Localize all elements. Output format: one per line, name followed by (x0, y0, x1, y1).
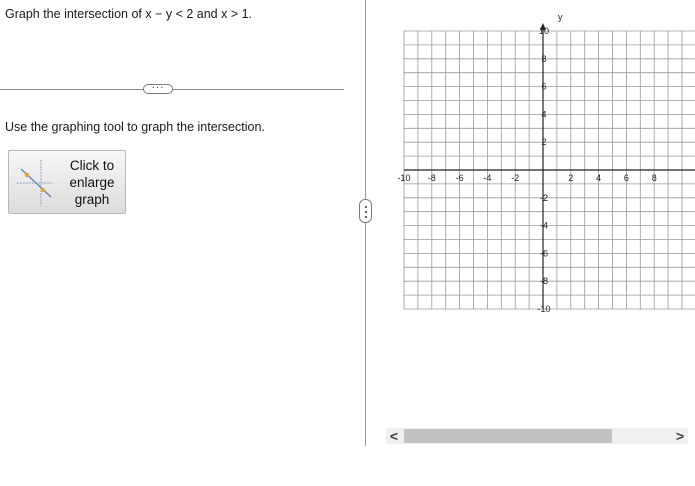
y-tick-label: -4 (539, 220, 549, 231)
pane-divider (365, 0, 366, 446)
x-tick-label: -10 (397, 173, 411, 183)
x-tick-label: 8 (651, 173, 657, 183)
graph-line-icon (15, 157, 55, 209)
y-tick-label: -8 (539, 276, 549, 287)
x-tick-label: 4 (596, 173, 602, 183)
y-tick-label: -2 (539, 192, 549, 203)
enlarge-label-line3: graph (74, 192, 110, 207)
split-handle[interactable] (359, 199, 372, 223)
more-options-button[interactable]: ··· (143, 84, 173, 94)
y-tick-label: 10 (538, 26, 550, 36)
enlarge-label-line2: enlarge (69, 175, 115, 190)
x-tick-label: -8 (427, 173, 436, 183)
x-tick-label: -2 (511, 173, 520, 183)
y-tick-label: 6 (541, 81, 547, 92)
y-tick-label: 2 (541, 137, 547, 148)
x-tick-label: 2 (568, 173, 574, 183)
instruction-text: Use the graphing tool to graph the intersection. (5, 120, 265, 134)
enlarge-label-line1: Click to (69, 158, 115, 173)
y-tick-label: 4 (541, 109, 547, 120)
y-tick-label: -10 (537, 304, 551, 314)
x-tick-label: -6 (455, 173, 464, 183)
question-text: Graph the intersection of x − y < 2 and x > 1. (5, 7, 253, 21)
horizontal-scrollbar[interactable] (386, 428, 688, 444)
x-tick-label: -4 (483, 173, 492, 183)
y-tick-label: 8 (541, 53, 547, 64)
x-tick-label: 6 (623, 173, 629, 183)
enlarge-button-label (59, 157, 125, 208)
scrollbar-thumb[interactable] (404, 429, 612, 443)
enlarge-graph-button[interactable] (8, 150, 126, 214)
y-axis-label: y (558, 12, 563, 22)
scroll-right-arrow-icon[interactable]: > (675, 428, 685, 444)
scroll-left-arrow-icon[interactable]: < (389, 428, 399, 444)
coordinate-graph[interactable] (397, 0, 695, 330)
y-tick-label: -6 (539, 248, 549, 259)
